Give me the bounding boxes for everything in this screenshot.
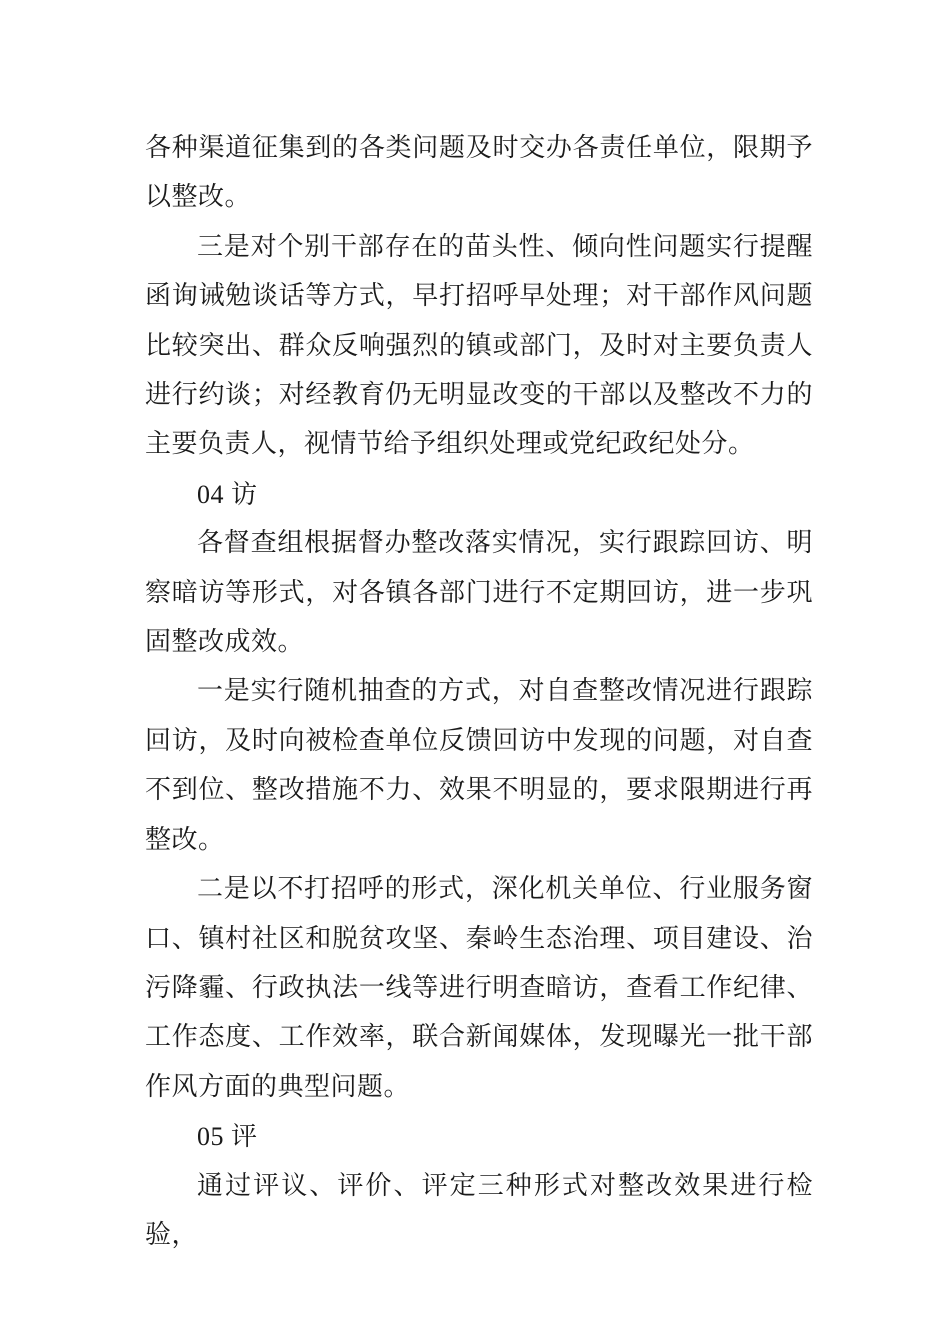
- section-heading-04: 04 访: [197, 479, 258, 509]
- section-heading-05: 05 评: [197, 1122, 258, 1152]
- document-body: [145, 124, 813, 1260]
- paragraph-continuation: 各种渠道征集到的各类问题及时交办各责任单位，限期予以整改。: [145, 133, 813, 213]
- paragraph-revisit-intro: 各督查组根据督办整改落实情况，实行跟踪回访、明察暗访等形式，对各镇各部门进行不定期回访，进一步巩固整改成效。: [145, 528, 813, 658]
- paragraph-point-three: 三是对个别干部存在的苗头性、倾向性问题实行提醒函询诫勉谈话等方式，早打招呼早处理；对干部作风问题比较突出、群众反响强烈的镇或部门，及时对主要负责人进行约谈；对经教育仍无明显改变的干部以及整改不力的主要负责人，视情节给予组织处理或党纪政纪处分。: [145, 231, 813, 460]
- paragraph-point-one: 一是实行随机抽查的方式，对自查整改情况进行跟踪回访，及时向被检查单位反馈回访中发现的问题，对自查不到位、整改措施不力、效果不明显的，要求限期进行再整改。: [145, 676, 813, 855]
- paragraph-point-two: 二是以不打招呼的形式，深化机关单位、行业服务窗口、镇村社区和脱贫攻坚、秦岭生态治理、项目建设、治污降霾、行政执法一线等进行明查暗访，查看工作纪律、工作态度、工作效率，联合新闻媒体，发现曝光一批干部作风方面的典型问题。: [145, 874, 813, 1102]
- paragraph-evaluation-intro: 通过评议、评价、评定三种形式对整改效果进行检验，: [145, 1170, 813, 1250]
